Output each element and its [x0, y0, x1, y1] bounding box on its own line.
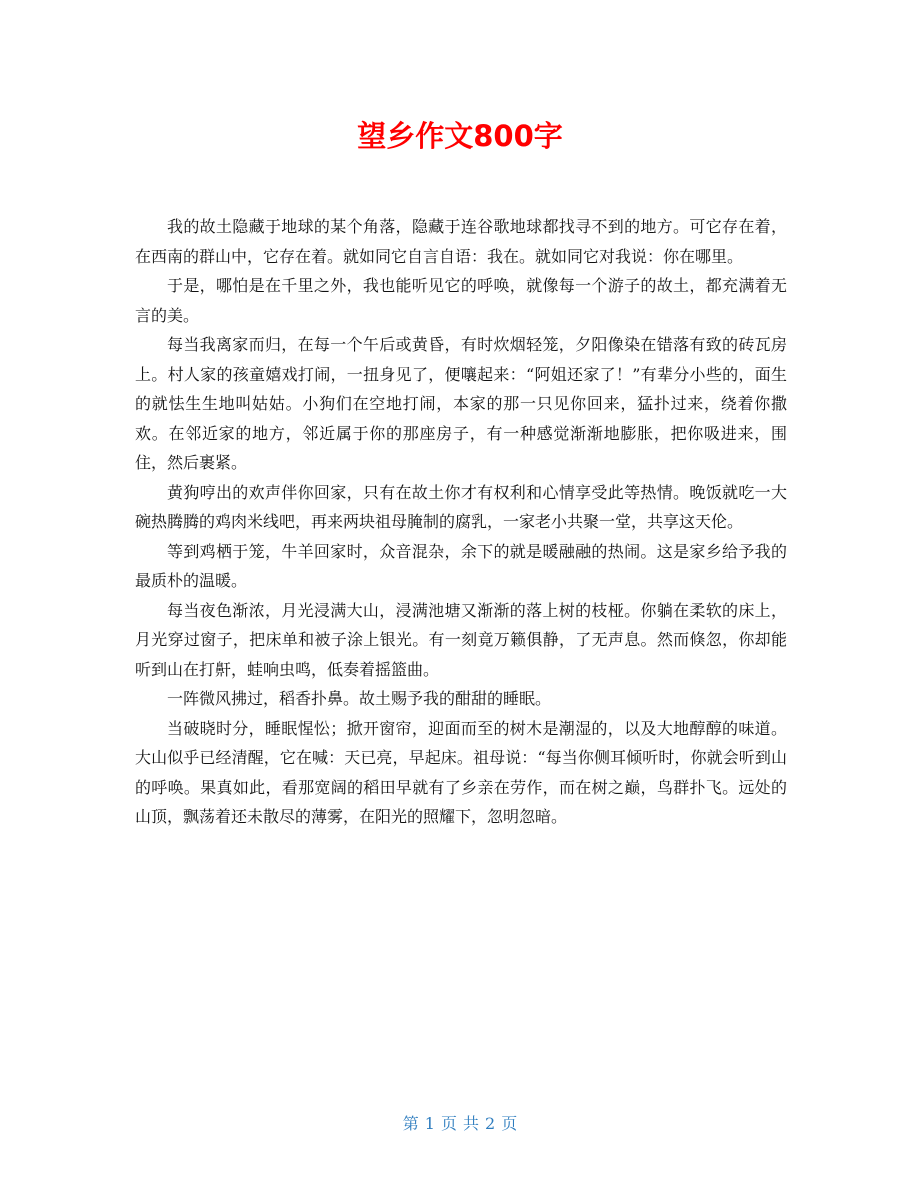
- paragraph-7: 一阵微风拂过，稻香扑鼻。故土赐予我的酣甜的睡眠。: [167, 689, 552, 708]
- footer-label-unit2: 页: [501, 1114, 518, 1133]
- article-body: [135, 212, 787, 832]
- footer-label-page: 第: [402, 1114, 419, 1133]
- paragraph-5: 等到鸡栖于笼，牛羊回家时，众音混杂，余下的就是暖融融的热闹。这是家乡给予我的最质朴的温暖。: [135, 541, 787, 590]
- footer-label-unit: 页: [440, 1114, 457, 1133]
- paragraph-3: 每当我离家而归，在每一个午后或黄昏，有时炊烟轻笼，夕阳像染在错落有致的砖瓦房上。村人家的孩童嬉戏打闹，一扭身见了，便嚷起来：“阿姐还家了！”有辈分小些的，面生的就怯生生地叫姑姑。小狗们在空地打闹，本家的那一只见你回来，猛扑过来，绕着你撒欢。在邻近家的地方，邻近属于你的那座房子，有一种感觉渐渐地膨胀，把你吸进来，围住，然后裹紧。: [135, 335, 787, 472]
- paragraph-2: 于是，哪怕是在千里之外，我也能听见它的呼唤，就像每一个游子的故土，都充满着无言的美。: [135, 276, 787, 325]
- footer-total-pages: 2: [485, 1114, 496, 1133]
- paragraph-6: 每当夜色渐浓，月光浸满大山，浸满池塘又渐渐的落上树的枝桠。你躺在柔软的床上，月光穿过窗子，把床单和被子涂上银光。有一刻竟万籁俱静，了无声息。然而倏忽，你却能听到山在打鼾，蛙响虫鸣，低奏着摇篮曲。: [135, 600, 787, 679]
- footer-label-total: 共: [463, 1114, 480, 1133]
- paragraph-4: 黄狗哼出的欢声伴你回家，只有在故土你才有权利和心情享受此等热情。晚饭就吃一大碗热腾腾的鸡肉米线吧，再来两块祖母腌制的腐乳，一家老小共聚一堂，共享这天伦。: [135, 482, 787, 531]
- page-footer: [0, 1112, 920, 1136]
- paragraph-8: 当破晓时分，睡眠惺忪；掀开窗帘，迎面而至的树木是潮湿的，以及大地醇醇的味道。大山似乎已经清醒，它在喊：天已亮，早起床。祖母说：“每当你侧耳倾听时，你就会听到山的呼唤。果真如此，看那宽阔的稻田早就有了乡亲在劳作，而在树之巅，鸟群扑飞。远处的山顶，飘荡着还未散尽的薄雾，在阳光的照耀下，忽明忽暗。: [135, 718, 787, 826]
- paragraph-1: 我的故土隐藏于地球的某个角落，隐藏于连谷歌地球都找寻不到的地方。可它存在着，在西南的群山中，它存在着。就如同它自言自语：我在。就如同它对我说：你在哪里。: [135, 217, 787, 266]
- page-title: 望乡作文800字: [357, 119, 563, 153]
- footer-current-page: 1: [424, 1114, 435, 1133]
